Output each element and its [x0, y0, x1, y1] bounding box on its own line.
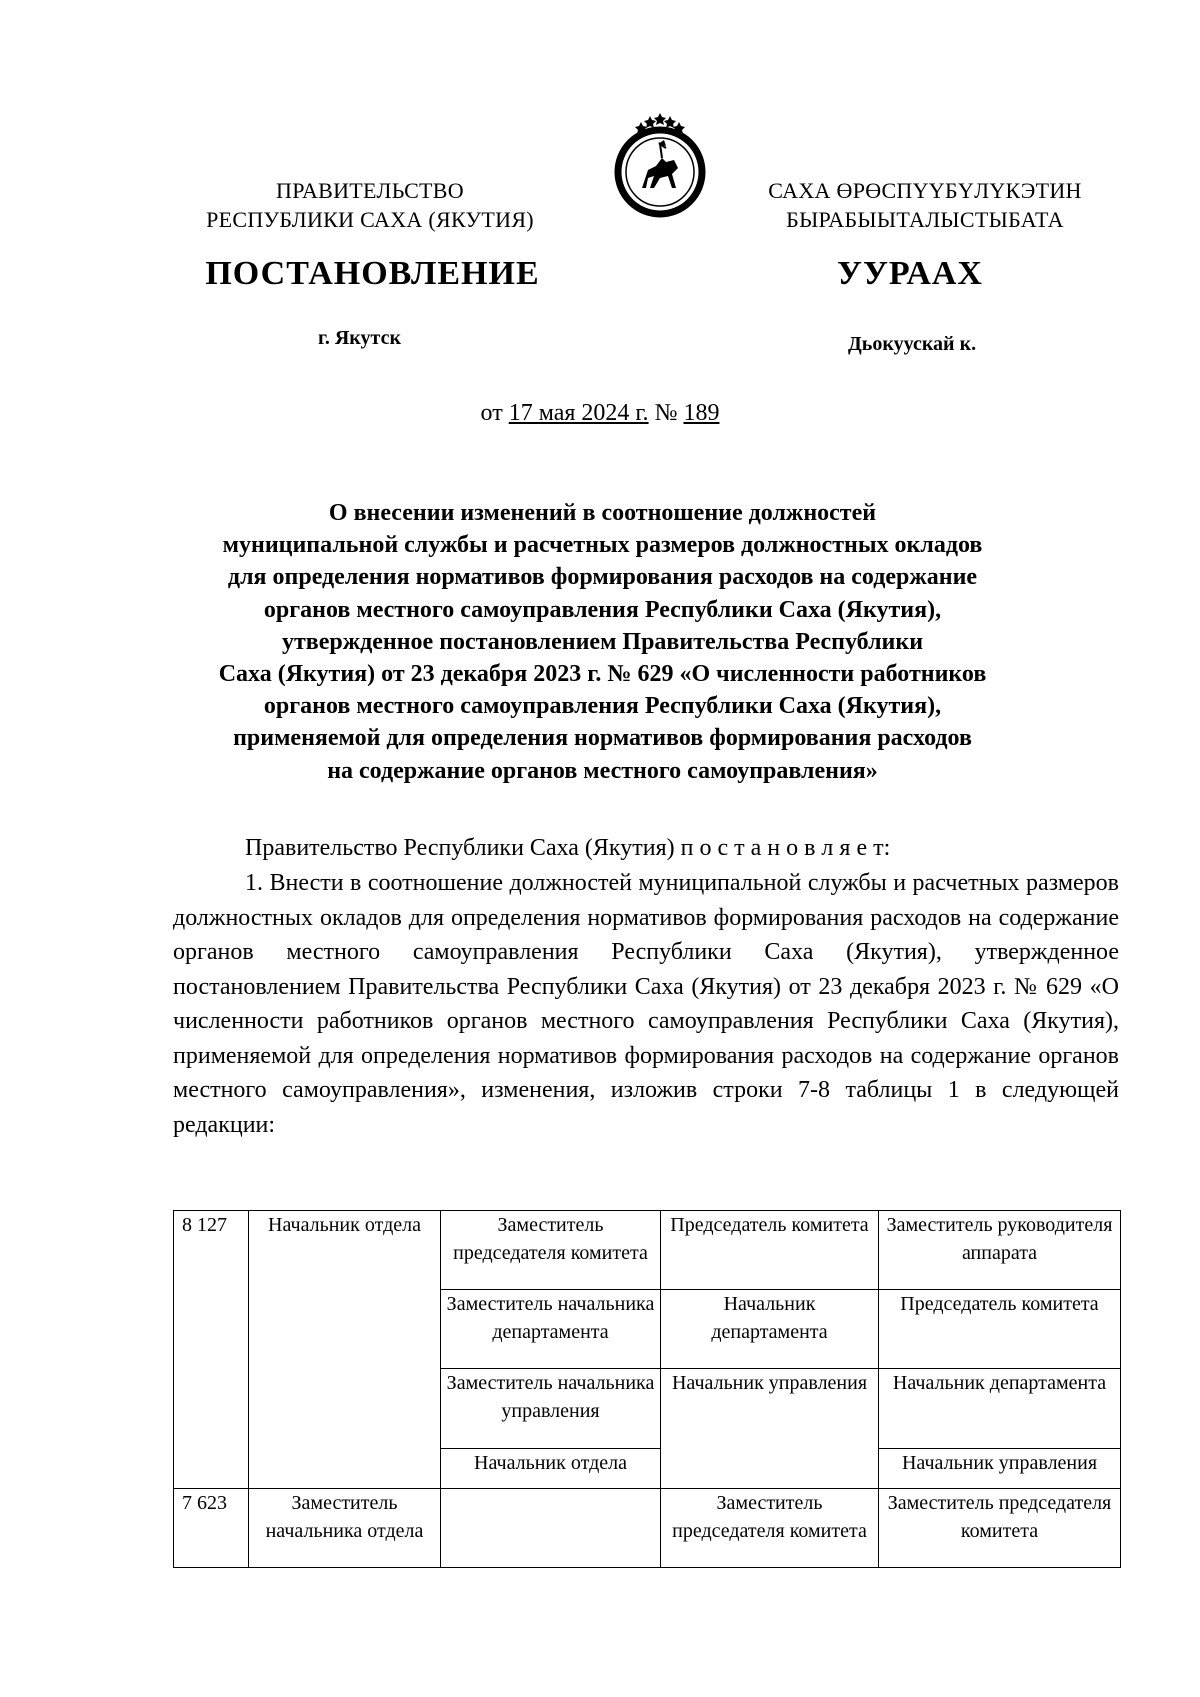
date-line	[0, 400, 1200, 427]
table-cell: Заместитель руководителя аппарата	[879, 1211, 1121, 1290]
table-cell: Начальник отдела	[441, 1448, 661, 1488]
table-cell: Начальник управления	[879, 1448, 1121, 1488]
item1-paragraph: 1. Внести в соотношение должностей муниципальной службы и расчетных размеров должностных окладов для определения нормативов формирования расходов на содержание органов местного самоуправления Республики Саха (Якутия), утвержденное постановлением Правительства Республики Саха (Якутия) от 23 декабря 2023 г. № 629 «О численности работников органов местного самоуправления Республики Саха (Якутия), применяемой для определения нормативов формирования расходов на содержание органов местного самоуправления», изменения, изложив строки 7-8 таблицы 1 в следующей редакции:	[173, 870, 1119, 1138]
title-line: Саха (Якутия) от 23 декабря 2023 г. № 629 «О численности работников	[218, 661, 987, 688]
coat-of-arms-emblem	[604, 108, 716, 220]
title-line: на содержание органов местного самоуправления»	[327, 757, 878, 784]
table-cell: Заместитель председателя комитета	[661, 1488, 879, 1567]
title-line: муниципальной службы и расчетных размеров должностных окладов	[222, 532, 983, 559]
header-left	[190, 176, 550, 234]
city-sakha: Дьокуускай к.	[848, 333, 977, 355]
table-cell: Начальник управления	[661, 1369, 879, 1488]
table-cell: Председатель комитета	[879, 1290, 1121, 1369]
table-cell: Заместитель председателя комитета	[879, 1488, 1121, 1567]
header-left-line2: РЕСПУБЛИКИ САХА (ЯКУТИЯ)	[206, 207, 534, 232]
number-sign: №	[654, 400, 678, 426]
intro-paragraph: Правительство Республики Саха (Якутия) п о с т а н о в л я е т:	[245, 835, 891, 861]
title-line: утвержденное постановлением Правительства Республики	[281, 628, 924, 655]
date-value: 17 мая 2024 г.	[508, 400, 649, 426]
table-cell	[441, 1488, 661, 1567]
doc-type-sakha: УУРААХ	[837, 255, 983, 292]
header-left-line1: ПРАВИТЕЛЬСТВО	[276, 178, 464, 203]
title-line: органов местного самоуправления Республики Саха (Якутия),	[263, 596, 942, 623]
doc-type-ru: ПОСТАНОВЛЕНИЕ	[205, 255, 540, 292]
header-right-line2: БЫРАБЫЫТАЛЫСТЫБАТА	[786, 207, 1064, 232]
city-ru: г. Якутск	[318, 327, 401, 349]
table-cell: Заместитель председателя комитета	[441, 1211, 661, 1290]
title-line: О внесении изменений в соотношение должностей	[328, 500, 877, 526]
title-line: для определения нормативов формирования расходов на содержание	[227, 564, 978, 591]
positions-table	[173, 1210, 1121, 1568]
position-cell: Заместитель начальника отдела	[249, 1488, 441, 1567]
position-cell: Начальник отдела	[249, 1211, 441, 1489]
table-row	[174, 1211, 1121, 1290]
table-cell: Председатель комитета	[661, 1211, 879, 1290]
date-prefix: от	[480, 400, 503, 426]
title-line: органов местного самоуправления Республики Саха (Якутия),	[263, 693, 942, 720]
table-cell: Заместитель начальника департамента	[441, 1290, 661, 1369]
doc-number: 189	[683, 400, 720, 426]
title-line: применяемой для определения нормативов формирования расходов	[233, 725, 972, 752]
table-cell: Начальник департамента	[879, 1369, 1121, 1448]
table-cell: Начальник департамента	[661, 1290, 879, 1369]
header-right	[740, 176, 1110, 234]
document-title	[150, 497, 1055, 787]
salary-cell: 7 623	[174, 1488, 249, 1567]
table-cell: Заместитель начальника управления	[441, 1369, 661, 1448]
salary-cell: 8 127	[174, 1211, 249, 1489]
table-row	[174, 1488, 1121, 1567]
header-right-line1: САХА ӨРӨСПYYБYЛYКЭТИН	[768, 178, 1082, 203]
